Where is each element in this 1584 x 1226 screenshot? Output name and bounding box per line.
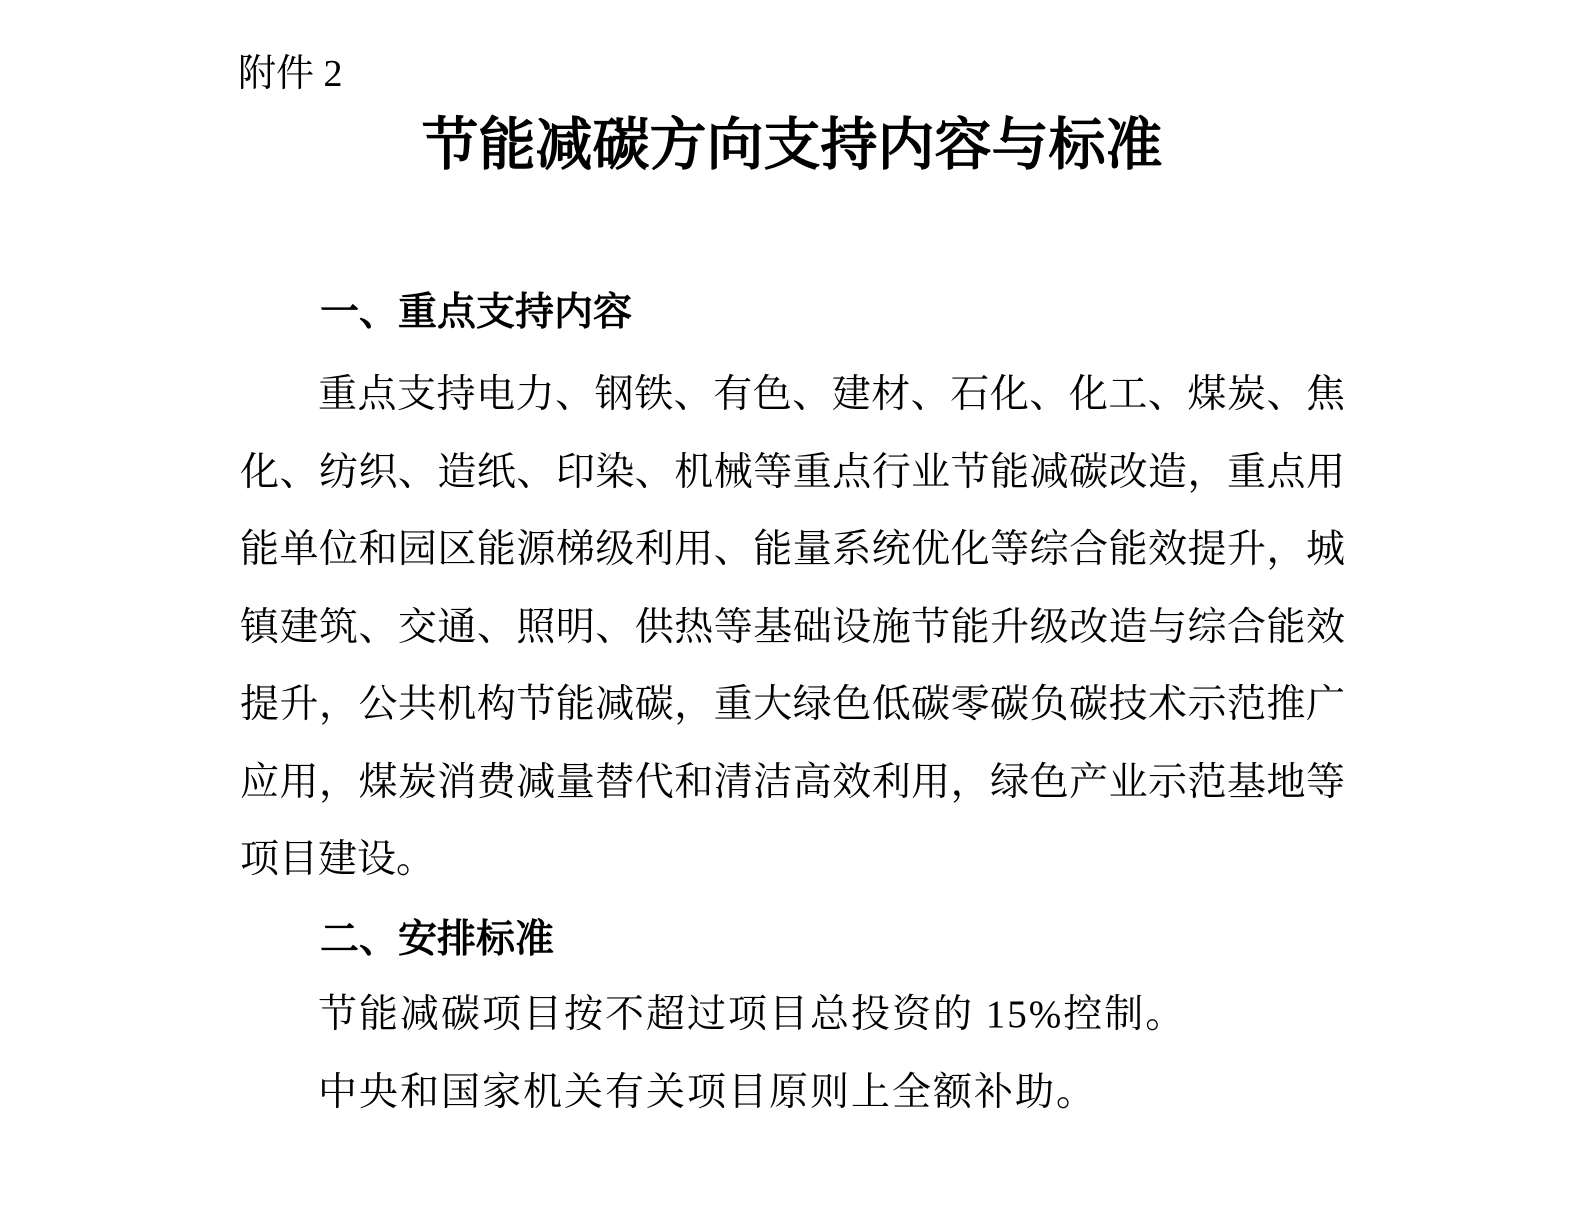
section2-heading: 二、安排标准 [320,918,555,961]
document-title: 节能减碳方向支持内容与标准 [421,114,1163,177]
paragraph-line: 化、纺织、造纸、印染、机械等重点行业节能减碳改造，重点用 [240,450,1345,494]
paragraph-line: 镇建筑、交通、照明、供热等基础设施节能升级改造与综合能效 [240,605,1345,649]
paragraph-line: 能单位和园区能源梯级利用、能量系统优化等综合能效提升，城 [240,528,1345,571]
attachment-label: 附件 2 [238,53,343,95]
paragraph-line: 应用，煤炭消费减量替代和清洁高效利用，绿色产业示范基地等 [240,760,1345,804]
paragraph-line: 项目建设。 [240,838,436,881]
paragraph-line: 提升，公共机构节能减碳，重大绿色低碳零碳负碳技术示范推广 [240,683,1345,726]
paragraph-line: 重点支持电力、钢铁、有色、建材、石化、化工、煤炭、焦 [318,373,1345,416]
paragraph-line: 节能减碳项目按不超过项目总投资的 15%控制。 [318,993,1187,1036]
section2-paragraph [240,976,1345,1131]
section1-paragraph [240,356,1345,899]
section1-heading: 一、重点支持内容 [320,291,633,334]
paragraph-line: 中央和国家机关有关项目原则上全额补助。 [318,1070,1098,1114]
